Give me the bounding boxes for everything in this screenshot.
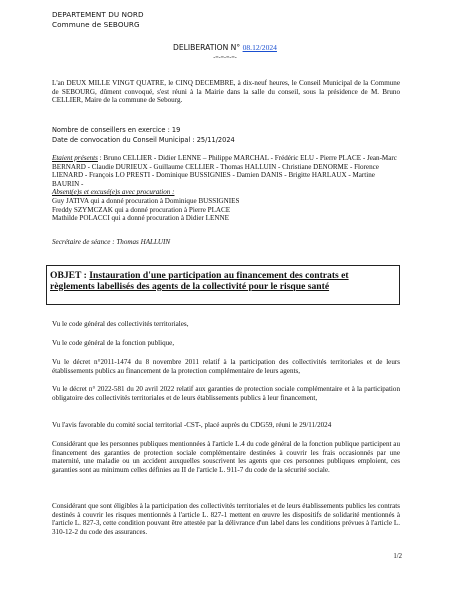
body-paragraph: Vu le décret n° 2022-581 du 20 avril 2022 relatif aux garanties de protection sociale complémentaire et à la participation obligatoire des collectivités territoriales et de leurs établissements publics à leur financement, [52, 385, 400, 402]
page-number: 1/2 [393, 553, 402, 560]
deliberation-number: 08.12/2024 [242, 43, 277, 52]
body-paragraph: Considérant que les personnes publiques mentionnées à l'article L.4 du code général de la fonction publique participent au financement des garanties de protection sociale complémentaire destinées à couvrir les frais occasionnés par une maternité, une maladie ou un accident auxquelles souscrivent les agents que ces personnes publiques emploient, ces garanties sont au minimum celles définies au II de l'article L. 911-7 du code de la sécurité sociale. [52, 440, 400, 474]
department-heading: DEPARTEMENT DU NORD [52, 10, 144, 19]
body-paragraph: Vu le code général de la fonction publique, [52, 339, 175, 347]
proxy-line: Guy JATIVA qui a donné procuration à Dominique BUSSIGNIES [52, 196, 240, 205]
absent-label: Absent(e)s et excusé(e)s avec procuration : [52, 188, 175, 197]
present-list: : Bruno CELLIER - Didier LENNE – Philippe MARCHAL - Frédéric ELU - Pierre PLACE - Jean-Marc BERNARD - Claudie DURIEUX - Guillaume CELLIER - Thomas HALLUIN - Christiane DENORME - Florence LIENARD - François LO PRESTI - Dominique BUSSIGNIES - Damien DANIS - Brigitte HARLAUX - Martine BAURIN - [52, 154, 397, 188]
present-label: Etaient présents [52, 154, 98, 162]
intro-paragraph: L'an DEUX MILLE VINGT QUATRE, le CINQ DECEMBRE, à dix-neuf heures, le Conseil Municipal de la Commune de SEBOURG, dûment convoqué, s'est réuni à la Mairie dans la salle du conseil, sous la présidence de M. Bruno CELLIER, Maire de la commune de Sebourg. [52, 79, 400, 105]
title-separator: -=-=-=-=- [213, 55, 237, 61]
objet-label: OBJET : [50, 270, 87, 281]
body-paragraph: Vu le décret n°2011-1474 du 8 novembre 2011 relatif à la participation des collectivités territoriales et de leurs établissements publics au financement de la protection complémentaire de leurs agents, [52, 358, 400, 375]
body-paragraph: Vu le code général des collectivités territoriales, [52, 320, 189, 328]
body-paragraph: Vu l'avis favorable du comité social territorial -CST-, placé auprès du CDG59, réuni le 29/11/2024 [52, 421, 332, 429]
body-paragraph: Considérant que sont éligibles à la participation des collectivités territoriales et de leurs établissements publics les contrats destinés à couvrir les risques mentionnés à l'article L. 827-1 mettent en œuvre les dispositifs de solidarité mentionnés à l'article L. 827-3, cette condition pouvant être attestée par la délivrance d'un label dans les conditions prévues à l'article L. 310-12-2 du code des assurances. [52, 502, 400, 536]
commune-heading: Commune de SEBOURG [52, 20, 140, 29]
proxy-line: Mathilde POLACCI qui a donné procuration à Didier LENNE [52, 214, 229, 223]
deliberation-label: DELIBERATION N° [173, 43, 241, 52]
secretary-line: Secrétaire de séance : Thomas HALLUIN [52, 238, 171, 246]
objet-title: Instauration d'une participation au financement des contrats et règlements labellisés des agents de la collectivité pour le risque santé [50, 270, 349, 292]
objet-heading [50, 270, 394, 292]
deliberation-title [0, 43, 450, 52]
proxy-line: Freddy SZYMCZAK qui a donné procuration à Pierre PLACE [52, 205, 231, 214]
councillors-count: Nombre de conseillers en exercice : 19 [52, 126, 181, 134]
attendance-section [52, 154, 400, 223]
convocation-date: Date de convocation du Conseil Municipal : 25/11/2024 [52, 136, 235, 144]
